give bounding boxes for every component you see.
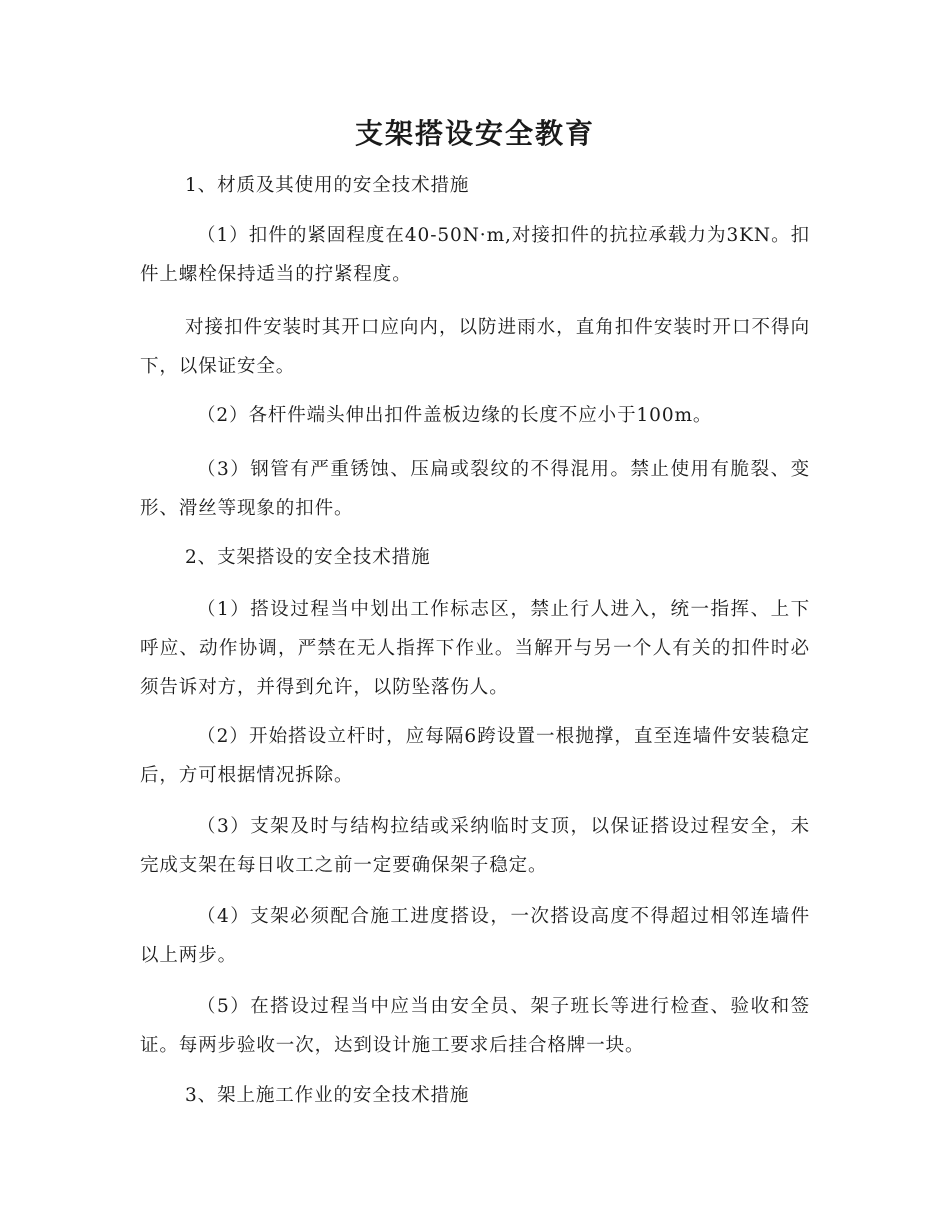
document-title: 支架搭设安全教育: [354, 117, 595, 150]
paragraph: （1）扣件的紧固程度在40-50N·m,对接扣件的抗拉承载力为3KN。扣件上螺栓保持适当的拧紧程度。: [140, 225, 810, 285]
paragraph: （2）各杆件端头伸出扣件盖板边缘的长度不应小于100m。: [197, 405, 713, 426]
paragraph: （1）搭设过程当中划出工作标志区，禁止行人进入，统一指挥、上下呼应、动作协调，严禁在无人指挥下作业。当解开与另一个人有关的扣件时必须告诉对方，并得到允许，以防坠落伤人。: [140, 599, 810, 698]
paragraph: （3）钢管有严重锈蚀、压扁或裂纹的不得混用。禁止使用有脆裂、变形、滑丝等现象的扣件。: [140, 459, 810, 519]
paragraph: （2）开始搭设立杆时，应每隔6跨设置一根抛撑，直至连墙件安装稳定后，方可根据情况拆除。: [140, 726, 810, 786]
section-heading-3: 3、架上施工作业的安全技术措施: [185, 1085, 470, 1106]
paragraph: （4）支架必须配合施工进度搭设，一次搭设高度不得超过相邻连墙件以上两步。: [140, 906, 810, 966]
paragraph: 对接扣件安装时其开口应向内，以防进雨水，直角扣件安装时开口不得向下，以保证安全。: [140, 317, 810, 377]
section-heading-2: 2、支架搭设的安全技术措施: [185, 547, 431, 568]
paragraph: （3）支架及时与结构拉结或采纳临时支顶，以保证搭设过程安全，未完成支架在每日收工之前一定要确保架子稳定。: [140, 816, 810, 876]
section-heading-1: 1、材质及其使用的安全技术措施: [185, 175, 470, 196]
paragraph: （5）在搭设过程当中应当由安全员、架子班长等进行检查、验收和签证。每两步验收一次，达到设计施工要求后挂合格牌一块。: [140, 996, 810, 1056]
